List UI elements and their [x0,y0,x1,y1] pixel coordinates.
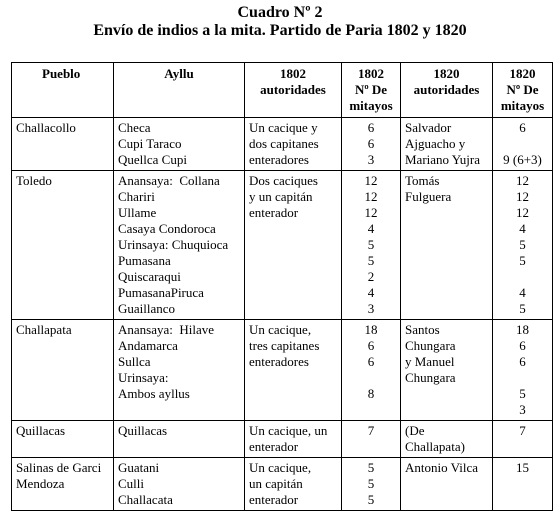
cell-mitayos-1802-line: 6 [367,354,375,369]
cell-mitayos-1820-line: 5 [519,386,526,401]
table-row [12,171,553,320]
cell-mitayos-1820-line [493,370,552,386]
header-autoridades-1802: 1802 autoridades [245,63,342,118]
cell-ayllu-line: Culli [118,476,145,491]
cell-mitayos-1820-line: 5 [519,253,526,268]
cell-autoridades-1820 [401,421,493,458]
cell-autoridades-1802-line: Un cacique, [249,460,312,475]
cell-mitayos-1802-line: 2 [367,269,375,284]
cell-autoridades-1802 [245,421,342,458]
cell-ayllu [114,421,245,458]
cell-mitayos-1820-line: 4 [519,285,526,300]
cell-ayllu-line: Casaya Condoroca [118,221,216,236]
cell-mitayos-1802-line: 18 [364,322,378,337]
cell-autoridades-1820 [401,118,493,171]
cell-ayllu-line: Ullame [118,205,157,220]
cell-autoridades-1820-line: Salvador [405,120,452,135]
header-mitayos-1802: 1802 Nº De mitayos [342,63,401,118]
cell-mitayos-1802-line: 4 [367,285,375,300]
cell-autoridades-1802-line: y un capitán [249,189,313,204]
cell-mitayos-1820-line: 6 [519,338,526,353]
cell-autoridades-1802-line: enterador [249,492,299,507]
cell-mitayos-1802-line: 12 [364,173,378,188]
cell-mitayos-1820 [493,421,553,458]
cell-ayllu-line: Urinsaya: [118,370,169,385]
header-autoridades-1820: 1820 autoridades [401,63,493,118]
cell-mitayos-1802-line: 6 [367,136,375,151]
cell-mitayos-1820 [493,118,553,171]
cell-mitayos-1820 [493,320,553,421]
table-row [12,118,553,171]
cell-mitayos-1820 [493,171,553,320]
cell-mitayos-1820-line: 4 [519,221,526,236]
cell-autoridades-1802-line: Un cacique y [249,120,318,135]
cell-mitayos-1820-line: 15 [516,460,529,475]
cell-autoridades-1802-line: tres capitanes [249,338,320,353]
cell-autoridades-1820 [401,320,493,421]
cell-ayllu-line: Sullca [118,354,151,369]
cell-autoridades-1820-line: (De [405,423,425,438]
cell-autoridades-1802-line: un capitán [249,476,303,491]
cell-mitayos-1802-line: 8 [367,386,375,401]
cell-mitayos-1802-line: 7 [367,423,375,438]
table-row [12,421,553,458]
cell-ayllu-line: Checa [118,120,151,135]
cell-ayllu-line: Quillacas [118,423,168,438]
cell-ayllu-line: Andamarca [118,338,178,353]
table-row [12,320,553,421]
cell-mitayos-1820-line: 18 [516,322,529,337]
cell-ayllu-line: Challacata [118,492,173,507]
cell-mitayos-1802-line: 5 [367,476,375,491]
cell-mitayos-1802 [342,458,401,511]
header-pueblo: Pueblo [12,63,114,118]
cell-autoridades-1802-line: enterador [249,439,299,454]
cell-autoridades-1820-line: Fulguera [405,189,452,204]
cell-ayllu-line: Quiscaraqui [118,269,181,284]
cell-ayllu-line: Chariri [118,189,155,204]
cell-pueblo [12,320,114,421]
cell-pueblo [12,458,114,511]
cell-autoridades-1820 [401,458,493,511]
cell-ayllu [114,458,245,511]
cell-mitayos-1820-line [493,269,552,285]
cell-ayllu-line: Anansaya: Hilave [118,322,215,337]
cell-mitayos-1802-line: 3 [367,152,375,167]
cell-pueblo [12,118,114,171]
cell-autoridades-1802-line: Un cacique, un [249,423,328,438]
cell-mitayos-1820-line: 5 [519,237,526,252]
cell-mitayos-1802-line: 12 [364,189,378,204]
cell-pueblo [12,421,114,458]
cell-ayllu-line: Guatani [118,460,160,475]
cell-ayllu-line: Ambos ayllus [118,386,190,401]
cell-mitayos-1802-line: 3 [367,301,375,316]
cell-ayllu-line: Anansaya: Collana [118,173,220,188]
cell-mitayos-1820 [493,458,553,511]
cell-autoridades-1820 [401,171,493,320]
cell-mitayos-1802-line: 6 [367,120,375,135]
cell-autoridades-1802 [245,320,342,421]
cell-mitayos-1802 [342,118,401,171]
cell-mitayos-1802-line: 5 [367,460,375,475]
cell-autoridades-1802 [245,118,342,171]
cell-pueblo-line: Challapata [16,322,72,337]
cell-autoridades-1802-line: Un cacique, [249,322,312,337]
cell-autoridades-1802 [245,171,342,320]
cell-mitayos-1820-line: 6 [519,354,526,369]
cell-autoridades-1802-line: enterador [249,205,299,220]
cell-mitayos-1802-line: 6 [367,338,375,353]
cell-autoridades-1802-line: enteradores [249,152,309,167]
cell-ayllu-line: Cupi Taraco [118,136,182,151]
table-row [12,458,553,511]
cell-autoridades-1820-line: Challapata) [405,439,465,454]
cell-mitayos-1820-line: 12 [516,189,529,204]
cell-autoridades-1802 [245,458,342,511]
cell-autoridades-1820-line: Chungara [405,338,456,353]
cell-autoridades-1820-line: Mariano Yujra [405,152,480,167]
cell-autoridades-1802-line: Dos caciques [249,173,318,188]
cell-mitayos-1820-line [493,136,552,152]
cell-autoridades-1820-line: Santos [405,322,440,337]
cell-pueblo-line: Salinas de Garci [16,460,102,475]
cell-ayllu-line: Guaillanco [118,301,176,316]
cell-ayllu [114,320,245,421]
cell-autoridades-1820-line: Ajguacho y [405,136,466,151]
cell-mitayos-1802 [342,171,401,320]
cell-mitayos-1802 [342,320,401,421]
cell-pueblo-line: Challacollo [16,120,76,135]
cell-autoridades-1820-line: Tomás [405,173,440,188]
mita-table [11,62,553,511]
cell-autoridades-1802-line: dos capitanes [249,136,319,151]
cell-pueblo-line: Quillacas [16,423,66,438]
cell-pueblo-line: Toledo [16,173,52,188]
cell-pueblo [12,171,114,320]
header-row [12,63,553,118]
cell-mitayos-1802-line: 5 [367,237,375,252]
cell-ayllu-line: PumasanaPiruca [118,285,204,300]
header-ayllu: Ayllu [114,63,245,118]
cell-autoridades-1820-line: y Manuel [405,354,455,369]
cell-ayllu [114,118,245,171]
cell-pueblo-line: Mendoza [16,476,65,491]
cell-ayllu-line: Quellca Cupi [118,152,187,167]
cell-mitayos-1802-line: 12 [364,205,378,220]
cell-mitayos-1820-line: 5 [519,301,526,316]
cell-mitayos-1820-line: 12 [516,173,529,188]
cell-mitayos-1802-line: 4 [367,221,375,236]
cell-mitayos-1820-line: 7 [519,423,526,438]
table-caption-number: Cuadro Nº 2 [237,4,323,21]
cell-ayllu [114,171,245,320]
header-mitayos-1820: 1820 Nº De mitayos [493,63,553,118]
cell-ayllu-line: Pumasana [118,253,171,268]
cell-mitayos-1802-line: 5 [367,492,375,507]
cell-mitayos-1802-line [342,370,400,386]
cell-mitayos-1820-line: 12 [516,205,529,220]
cell-autoridades-1820-line: Chungara [405,370,456,385]
cell-mitayos-1820-line: 9 (6+3) [503,152,542,167]
table-caption-title: Envío de indios a la mita. Partido de Paria 1802 y 1820 [93,22,467,39]
cell-mitayos-1802 [342,421,401,458]
cell-autoridades-1802-line: enteradores [249,354,309,369]
cell-mitayos-1820-line: 6 [519,120,526,135]
cell-mitayos-1802-line: 5 [367,253,375,268]
cell-mitayos-1820-line: 3 [519,402,526,417]
cell-autoridades-1820-line: Antonio Vilca [405,460,478,475]
cell-ayllu-line: Urinsaya: Chuquioca [118,237,229,252]
